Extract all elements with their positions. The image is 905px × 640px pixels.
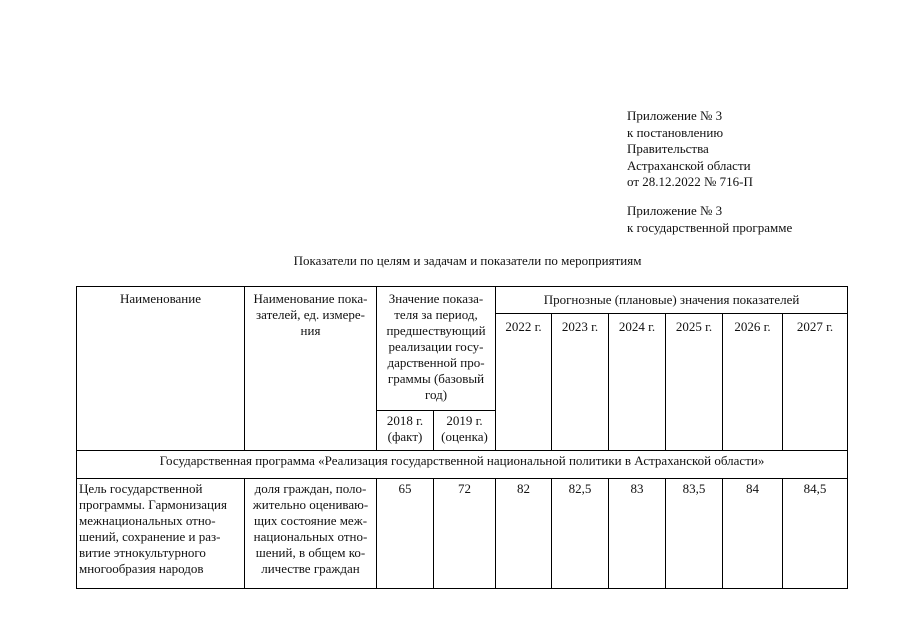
appendix-line: Правительства [627, 141, 709, 156]
section-title: Государственная программа «Реализация государственной национальной политики в Астраханской области» [77, 451, 848, 479]
header-name: Наименование [77, 287, 245, 451]
document-title: Показатели по целям и задачам и показатели по мероприятиям [293, 253, 642, 268]
header-year-2023: 2023 г. [552, 314, 609, 451]
appendix-line: к постановлению [627, 124, 724, 140]
header-year-2019: 2019 г. (оценка) [434, 411, 496, 451]
header-forecast: Прогнозные (плановые) значения показателей [496, 287, 848, 314]
appendix-line: Приложение № 3 [627, 203, 723, 218]
value-2026: 84 [723, 479, 783, 589]
appendix-line: Приложение № 3 [627, 108, 723, 123]
table-row [77, 479, 848, 589]
section-row [77, 451, 848, 479]
header-year-2022: 2022 г. [496, 314, 552, 451]
header-year-2018: 2018 г. (факт) [377, 411, 434, 451]
value-2022: 82 [496, 479, 552, 589]
header-indicator-name: Наименование пока-зателей, ед. измере-ния [245, 287, 377, 451]
value-2025: 83,5 [666, 479, 723, 589]
appendix-line: от 28.12.2022 № 716-П [627, 174, 753, 189]
appendix-line: к государственной программе [627, 219, 793, 235]
header-year-2025: 2025 г. [666, 314, 723, 451]
appendix-header-program [627, 203, 792, 236]
appendix-header-resolution [627, 108, 753, 191]
value-2024: 83 [609, 479, 666, 589]
header-base-value: Значение показа-теля за период, предшествующий реализации госу-дарственной про-граммы (базовый год) [377, 287, 496, 411]
header-year-2026: 2026 г. [723, 314, 783, 451]
header-year-2024: 2024 г. [609, 314, 666, 451]
indicators-table [76, 286, 848, 589]
header-row [77, 287, 848, 314]
row-goal-name: Цель государственной программы. Гармонизация межнациональных отно-шений, сохранение и раз-витие этнокультурного многообразия народов [77, 479, 245, 589]
row-indicator-name: доля граждан, поло-жительно оцениваю-щих состояние меж-национальных отно-шений, в общем ко-личестве граждан [245, 479, 377, 589]
value-2018: 65 [377, 479, 434, 589]
header-year-2027: 2027 г. [783, 314, 848, 451]
value-2023: 82,5 [552, 479, 609, 589]
value-2019: 72 [434, 479, 496, 589]
appendix-line: Астраханской области [627, 157, 751, 173]
value-2027: 84,5 [783, 479, 848, 589]
